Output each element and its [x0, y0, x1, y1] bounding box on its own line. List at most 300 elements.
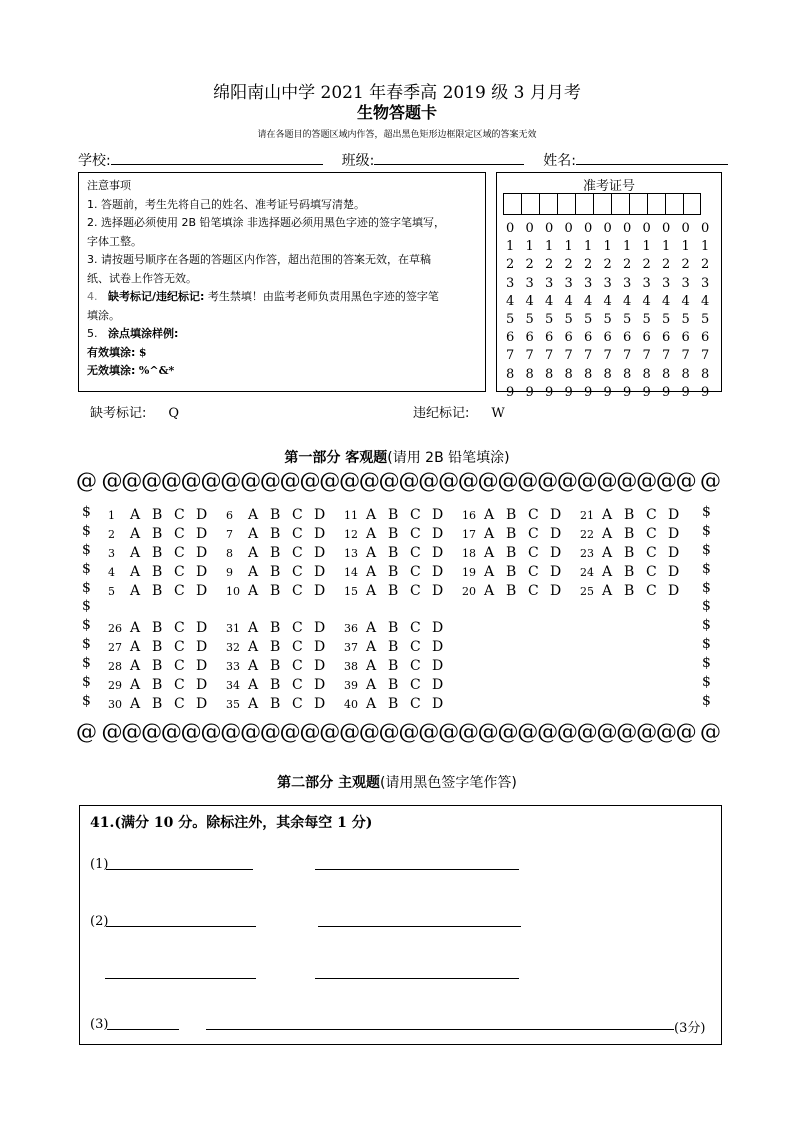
admission-digit-bubble[interactable]: 9 — [662, 384, 671, 400]
admission-digit-bubble[interactable]: 9 — [506, 384, 515, 400]
option-bubble-a[interactable]: A — [602, 507, 613, 523]
option-bubble-b[interactable]: B — [506, 544, 517, 561]
option-bubble-a[interactable]: A — [366, 638, 377, 655]
admission-digit-bubble[interactable]: 0 — [603, 221, 612, 236]
admission-digit-bubble[interactable]: 0 — [564, 221, 573, 236]
admission-digit-bubble[interactable]: 0 — [701, 221, 710, 236]
option-bubble-b[interactable]: B — [624, 525, 635, 542]
q41-part3-blank-a[interactable] — [107, 1029, 179, 1030]
option-bubble-b[interactable]: B — [270, 638, 281, 655]
admission-digit-bubble[interactable]: 0 — [681, 221, 690, 236]
option-bubble-a[interactable]: A — [366, 525, 377, 542]
option-bubble-c[interactable]: C — [174, 563, 185, 580]
option-bubble-a[interactable]: A — [366, 544, 377, 561]
admission-digit-bubble[interactable]: 6 — [623, 330, 632, 346]
option-bubble-a[interactable]: A — [484, 563, 495, 580]
option-bubble-b[interactable]: B — [388, 563, 399, 580]
option-bubble-d[interactable]: D — [432, 620, 444, 636]
option-bubble-d[interactable]: D — [668, 582, 680, 599]
option-bubble-a[interactable]: A — [248, 657, 259, 674]
admission-digit-bubble[interactable]: 3 — [662, 275, 671, 291]
option-bubble-a[interactable]: A — [248, 544, 259, 561]
admission-digit-bubble[interactable]: 1 — [662, 239, 671, 255]
option-bubble-d[interactable]: D — [196, 638, 208, 655]
option-bubble-b[interactable]: B — [152, 695, 163, 712]
question-number: 27 — [108, 640, 122, 654]
admission-digit-bubble[interactable]: 5 — [623, 311, 632, 327]
admission-digit-bubble[interactable]: 0 — [506, 221, 515, 236]
option-bubble-c[interactable]: C — [292, 563, 303, 580]
option-bubble-b[interactable]: B — [506, 507, 517, 523]
option-bubble-a[interactable]: A — [602, 525, 613, 542]
admission-digit-bubble[interactable]: 9 — [681, 384, 690, 400]
option-bubble-a[interactable]: A — [366, 582, 377, 599]
option-bubble-c[interactable]: C — [646, 525, 657, 542]
option-bubble-a[interactable]: A — [366, 695, 377, 712]
option-bubble-d[interactable]: D — [668, 544, 680, 561]
admission-digit-bubble[interactable]: 7 — [506, 348, 515, 364]
option-bubble-d[interactable]: D — [314, 544, 326, 561]
admission-digit-bubble[interactable]: 1 — [545, 239, 554, 255]
option-bubble-c[interactable]: C — [410, 582, 421, 599]
option-bubble-a[interactable]: A — [130, 676, 141, 693]
option-bubble-d[interactable]: D — [550, 525, 562, 542]
admission-digit-bubble[interactable]: 2 — [701, 257, 710, 273]
option-bubble-c[interactable]: C — [174, 525, 185, 542]
admission-digit-bubble[interactable]: 6 — [564, 330, 573, 346]
admission-number-cell[interactable] — [683, 193, 701, 215]
option-bubble-c[interactable]: C — [410, 563, 421, 580]
admission-digit-bubble[interactable]: 4 — [662, 293, 671, 309]
admission-number-cell[interactable] — [539, 193, 557, 215]
option-bubble-b[interactable]: B — [270, 657, 281, 674]
admission-number-cell[interactable] — [575, 193, 593, 215]
option-bubble-d[interactable]: D — [196, 563, 208, 580]
option-bubble-a[interactable]: A — [366, 507, 377, 523]
admission-digit-bubble[interactable]: 8 — [623, 366, 632, 382]
absent-mark-bubble[interactable]: Q — [168, 406, 180, 421]
option-bubble-d[interactable]: D — [432, 695, 444, 712]
admission-digit-bubble[interactable]: 2 — [564, 257, 573, 273]
option-bubble-b[interactable]: B — [152, 638, 163, 655]
admission-digit-bubble[interactable]: 2 — [681, 257, 690, 273]
option-bubble-d[interactable]: D — [314, 563, 326, 580]
admission-number-cell[interactable] — [665, 193, 683, 215]
admission-digit-bubble[interactable]: 3 — [681, 275, 690, 291]
option-bubble-c[interactable]: C — [174, 638, 185, 655]
admission-digit-bubble[interactable]: 5 — [642, 311, 651, 327]
admission-digit-bubble[interactable]: 2 — [623, 257, 632, 273]
q41-part2-blank-c[interactable] — [105, 978, 256, 979]
option-bubble-c[interactable]: C — [292, 695, 303, 712]
option-bubble-b[interactable]: B — [388, 582, 399, 599]
option-bubble-c[interactable]: C — [410, 544, 421, 561]
option-bubble-d[interactable]: D — [314, 657, 326, 674]
admission-digit-bubble[interactable]: 1 — [506, 239, 515, 255]
option-bubble-d[interactable]: D — [314, 507, 326, 523]
option-bubble-c[interactable]: C — [528, 582, 539, 599]
option-bubble-b[interactable]: B — [388, 544, 399, 561]
admission-digit-bubble[interactable]: 5 — [662, 311, 671, 327]
option-bubble-c[interactable]: C — [528, 507, 539, 523]
option-bubble-c[interactable]: C — [646, 563, 657, 580]
option-bubble-c[interactable]: C — [410, 695, 421, 712]
option-bubble-b[interactable]: B — [388, 638, 399, 655]
option-bubble-a[interactable]: A — [248, 525, 259, 542]
option-bubble-d[interactable]: D — [432, 544, 444, 561]
admission-digit-bubble[interactable]: 1 — [681, 239, 690, 255]
option-bubble-a[interactable]: A — [130, 544, 141, 561]
admission-digit-bubble[interactable]: 3 — [701, 275, 710, 291]
q41-part2-blank-b[interactable] — [318, 926, 521, 927]
option-bubble-c[interactable]: C — [174, 507, 185, 523]
option-bubble-b[interactable]: B — [152, 525, 163, 542]
option-bubble-b[interactable]: B — [624, 563, 635, 580]
admission-digit-bubble[interactable]: 4 — [623, 293, 632, 309]
option-bubble-c[interactable]: C — [410, 620, 421, 636]
admission-number-cell[interactable] — [593, 193, 611, 215]
option-bubble-c[interactable]: C — [292, 507, 303, 523]
option-bubble-a[interactable]: A — [484, 525, 495, 542]
option-bubble-b[interactable]: B — [270, 676, 281, 693]
admission-digit-bubble[interactable]: 7 — [642, 348, 651, 364]
option-bubble-a[interactable]: A — [130, 525, 141, 542]
admission-digit-bubble[interactable]: 1 — [642, 239, 651, 255]
admission-digit-bubble[interactable]: 2 — [525, 257, 534, 273]
q41-part1-blank-a[interactable] — [106, 869, 253, 870]
admission-number-cell[interactable] — [521, 193, 539, 215]
admission-digit-bubble[interactable]: 5 — [681, 311, 690, 327]
q41-part2-blank-a[interactable] — [106, 926, 256, 927]
question-number: 40 — [344, 697, 358, 711]
option-bubble-a[interactable]: A — [248, 563, 259, 580]
option-bubble-b[interactable]: B — [152, 676, 163, 693]
admission-digit-bubble[interactable]: 6 — [701, 330, 710, 346]
admission-digit-bubble[interactable]: 4 — [545, 293, 554, 309]
option-bubble-c[interactable]: C — [528, 525, 539, 542]
option-bubble-d[interactable]: D — [314, 620, 326, 636]
option-bubble-a[interactable]: A — [130, 620, 141, 636]
option-bubble-a[interactable]: A — [130, 582, 141, 599]
q41-part3-blank-b[interactable] — [206, 1029, 674, 1030]
option-bubble-c[interactable]: C — [292, 657, 303, 674]
admission-digit-bubble[interactable]: 8 — [701, 366, 710, 382]
admission-digit-bubble[interactable]: 2 — [642, 257, 651, 273]
option-bubble-b[interactable]: B — [152, 507, 163, 523]
option-bubble-b[interactable]: B — [388, 657, 399, 674]
option-bubble-c[interactable]: C — [174, 582, 185, 599]
admission-digit-bubble[interactable]: 4 — [506, 293, 515, 309]
admission-digit-bubble[interactable]: 4 — [525, 293, 534, 309]
option-bubble-a[interactable]: A — [484, 544, 495, 561]
option-bubble-a[interactable]: A — [602, 544, 613, 561]
option-bubble-b[interactable]: B — [270, 620, 281, 636]
option-bubble-a[interactable]: A — [248, 638, 259, 655]
option-bubble-a[interactable]: A — [130, 507, 141, 523]
admission-digit-bubble[interactable]: 1 — [603, 239, 612, 255]
admission-digit-bubble[interactable]: 6 — [681, 330, 690, 346]
admission-digit-bubble[interactable]: 5 — [564, 311, 573, 327]
admission-digit-bubble[interactable]: 9 — [564, 384, 573, 400]
admission-digit-bubble[interactable]: 8 — [584, 366, 593, 382]
admission-digit-bubble[interactable]: 2 — [603, 257, 612, 273]
admission-digit-bubble[interactable]: 2 — [545, 257, 554, 273]
option-bubble-a[interactable]: A — [366, 620, 377, 636]
option-bubble-b[interactable]: B — [270, 525, 281, 542]
option-bubble-b[interactable]: B — [388, 620, 399, 636]
admission-digit-bubble[interactable]: 4 — [584, 293, 593, 309]
admission-digit-bubble[interactable]: 5 — [506, 311, 515, 327]
option-bubble-d[interactable]: D — [196, 657, 208, 674]
option-bubble-c[interactable]: C — [528, 563, 539, 580]
option-bubble-a[interactable]: A — [484, 507, 495, 523]
option-bubble-d[interactable]: D — [668, 525, 680, 542]
admission-digit-bubble[interactable]: 3 — [506, 275, 515, 291]
admission-digit-bubble[interactable]: 9 — [623, 384, 632, 400]
option-bubble-c[interactable]: C — [174, 544, 185, 561]
admission-digit-bubble[interactable]: 5 — [701, 311, 710, 327]
option-bubble-b[interactable]: B — [388, 525, 399, 542]
admission-digit-bubble[interactable]: 0 — [584, 221, 593, 236]
option-bubble-a[interactable]: A — [366, 563, 377, 580]
admission-digit-bubble[interactable]: 2 — [584, 257, 593, 273]
admission-digit-bubble[interactable]: 3 — [584, 275, 593, 291]
admission-digit-bubble[interactable]: 0 — [662, 221, 671, 236]
admission-digit-bubble[interactable]: 9 — [525, 384, 534, 400]
option-bubble-c[interactable]: C — [646, 582, 657, 599]
admission-digit-bubble[interactable]: 7 — [681, 348, 690, 364]
admission-digit-bubble[interactable]: 5 — [545, 311, 554, 327]
admission-digit-bubble[interactable]: 9 — [642, 384, 651, 400]
admission-digit-bubble[interactable]: 4 — [642, 293, 651, 309]
option-bubble-a[interactable]: A — [484, 582, 495, 599]
option-bubble-a[interactable]: A — [366, 676, 377, 693]
option-bubble-a[interactable]: A — [248, 620, 259, 636]
admission-digit-bubble[interactable]: 6 — [506, 330, 515, 346]
admission-number-cell[interactable] — [629, 193, 647, 215]
question-number: 37 — [344, 640, 358, 654]
admission-digit-bubble[interactable]: 4 — [701, 293, 710, 309]
option-bubble-a[interactable]: A — [130, 657, 141, 674]
admission-digit-bubble[interactable]: 7 — [603, 348, 612, 364]
option-bubble-d[interactable]: D — [432, 582, 444, 599]
option-bubble-b[interactable]: B — [624, 582, 635, 599]
option-bubble-a[interactable]: A — [248, 676, 259, 693]
admission-digit-bubble[interactable]: 6 — [584, 330, 593, 346]
question-41-heading: 41.(满分 10 分。除标注外，其余每空 1 分) — [90, 815, 373, 831]
admission-digit-bubble[interactable]: 7 — [701, 348, 710, 364]
option-bubble-d[interactable]: D — [196, 507, 208, 523]
option-bubble-d[interactable]: D — [550, 507, 562, 523]
option-bubble-c[interactable]: C — [646, 507, 657, 523]
option-bubble-d[interactable]: D — [432, 638, 444, 655]
option-bubble-c[interactable]: C — [292, 544, 303, 561]
option-bubble-a[interactable]: A — [130, 695, 141, 712]
option-bubble-c[interactable]: C — [292, 620, 303, 636]
question-10 — [226, 580, 336, 599]
option-bubble-c[interactable]: C — [174, 657, 185, 674]
admission-digit-bubble[interactable]: 1 — [701, 239, 710, 255]
admission-digit-bubble[interactable]: 7 — [662, 348, 671, 364]
admission-digit-bubble[interactable]: 5 — [603, 311, 612, 327]
violation-mark-bubble[interactable]: W — [491, 406, 505, 421]
option-bubble-d[interactable]: D — [432, 525, 444, 542]
admission-digit-bubble[interactable]: 3 — [623, 275, 632, 291]
option-bubble-c[interactable]: C — [410, 525, 421, 542]
option-bubble-b[interactable]: B — [506, 582, 517, 599]
option-bubble-c[interactable]: C — [410, 507, 421, 523]
option-bubble-d[interactable]: D — [314, 582, 326, 599]
option-bubble-c[interactable]: C — [410, 638, 421, 655]
admission-digit-bubble[interactable]: 8 — [662, 366, 671, 382]
admission-digit-bubble[interactable]: 7 — [564, 348, 573, 364]
option-bubble-b[interactable]: B — [270, 563, 281, 580]
option-bubble-d[interactable]: D — [432, 676, 444, 693]
option-bubble-d[interactable]: D — [196, 695, 208, 712]
admission-digit-bubble[interactable]: 2 — [506, 257, 515, 273]
admission-digit-bubble[interactable]: 1 — [564, 239, 573, 255]
option-bubble-a[interactable]: A — [248, 695, 259, 712]
option-bubble-a[interactable]: A — [602, 563, 613, 580]
name-field[interactable] — [576, 152, 728, 165]
admission-digit-bubble[interactable]: 3 — [603, 275, 612, 291]
option-bubble-b[interactable]: B — [388, 676, 399, 693]
admission-digit-bubble[interactable]: 3 — [545, 275, 554, 291]
option-bubble-d[interactable]: D — [668, 507, 680, 523]
option-bubble-a[interactable]: A — [130, 638, 141, 655]
option-bubble-d[interactable]: D — [668, 563, 680, 580]
admission-digit-bubble[interactable]: 4 — [564, 293, 573, 309]
option-bubble-b[interactable]: B — [624, 507, 635, 523]
admission-digit-bubble[interactable]: 1 — [525, 239, 534, 255]
option-bubble-d[interactable]: D — [432, 507, 444, 523]
option-bubble-b[interactable]: B — [152, 544, 163, 561]
option-bubble-a[interactable]: A — [248, 507, 259, 523]
admission-digit-bubble[interactable]: 7 — [623, 348, 632, 364]
option-bubble-b[interactable]: B — [270, 507, 281, 523]
admission-digit-bubble[interactable]: 9 — [603, 384, 612, 400]
admission-digit-bubble[interactable]: 6 — [662, 330, 671, 346]
admission-digit-bubble[interactable]: 4 — [681, 293, 690, 309]
admission-digit-bubble[interactable]: 6 — [525, 330, 534, 346]
admission-digit-bubble[interactable]: 1 — [584, 239, 593, 255]
admission-digit-bubble[interactable]: 7 — [525, 348, 534, 364]
option-bubble-d[interactable]: D — [432, 657, 444, 674]
admission-digit-bubble[interactable]: 2 — [662, 257, 671, 273]
option-bubble-b[interactable]: B — [152, 620, 163, 636]
option-bubble-d[interactable]: D — [196, 544, 208, 561]
admission-digit-bubble[interactable]: 9 — [584, 384, 593, 400]
admission-number-cell[interactable] — [647, 193, 665, 215]
option-bubble-a[interactable]: A — [248, 582, 259, 599]
option-bubble-d[interactable]: D — [550, 544, 562, 561]
admission-digit-bubble[interactable]: 0 — [642, 221, 651, 236]
option-bubble-b[interactable]: B — [388, 695, 399, 712]
option-bubble-c[interactable]: C — [410, 676, 421, 693]
admission-digit-bubble[interactable]: 8 — [525, 366, 534, 382]
option-bubble-d[interactable]: D — [432, 563, 444, 580]
option-bubble-d[interactable]: D — [550, 563, 562, 580]
option-bubble-c[interactable]: C — [292, 525, 303, 542]
admission-digit-bubble[interactable]: 9 — [701, 384, 710, 400]
option-bubble-b[interactable]: B — [624, 544, 635, 561]
option-bubble-b[interactable]: B — [152, 563, 163, 580]
admission-digit-bubble[interactable]: 3 — [642, 275, 651, 291]
option-bubble-b[interactable]: B — [152, 657, 163, 674]
option-bubble-c[interactable]: C — [292, 638, 303, 655]
admission-digit-bubble[interactable]: 7 — [584, 348, 593, 364]
admission-digit-bubble[interactable]: 6 — [603, 330, 612, 346]
admission-digit-bubble[interactable]: 5 — [525, 311, 534, 327]
option-bubble-c[interactable]: C — [174, 695, 185, 712]
admission-digit-bubble[interactable]: 3 — [564, 275, 573, 291]
admission-digit-bubble[interactable]: 6 — [642, 330, 651, 346]
option-bubble-c[interactable]: C — [174, 620, 185, 636]
class-label: 班级: — [341, 153, 375, 169]
admission-digit-bubble[interactable]: 8 — [681, 366, 690, 382]
school-field[interactable] — [111, 152, 323, 165]
option-bubble-d[interactable]: D — [196, 525, 208, 542]
admission-number-cell[interactable] — [503, 193, 521, 215]
admission-number-cell[interactable] — [557, 193, 575, 215]
option-bubble-a[interactable]: A — [602, 582, 613, 599]
admission-digit-bubble[interactable]: 6 — [545, 330, 554, 346]
option-bubble-c[interactable]: C — [528, 544, 539, 561]
admission-digit-bubble[interactable]: 8 — [506, 366, 515, 382]
option-bubble-b[interactable]: B — [270, 695, 281, 712]
option-bubble-d[interactable]: D — [314, 676, 326, 693]
admission-digit-bubble[interactable]: 7 — [545, 348, 554, 364]
admission-digit-bubble[interactable]: 0 — [525, 221, 534, 236]
q41-part1-blank-b[interactable] — [315, 869, 519, 870]
option-bubble-a[interactable]: A — [366, 657, 377, 674]
admission-digit-bubble[interactable]: 9 — [545, 384, 554, 400]
option-bubble-d[interactable]: D — [196, 582, 208, 599]
option-bubble-b[interactable]: B — [270, 544, 281, 561]
option-bubble-c[interactable]: C — [292, 676, 303, 693]
option-bubble-d[interactable]: D — [550, 582, 562, 599]
option-bubble-b[interactable]: B — [388, 507, 399, 523]
q41-part2-blank-d[interactable] — [315, 978, 519, 979]
admission-digit-bubble[interactable]: 0 — [545, 221, 554, 236]
option-bubble-c[interactable]: C — [174, 676, 185, 693]
option-bubble-c[interactable]: C — [292, 582, 303, 599]
admission-digit-bubble[interactable]: 4 — [603, 293, 612, 309]
option-bubble-d[interactable]: D — [196, 676, 208, 693]
option-bubble-b[interactable]: B — [152, 582, 163, 599]
class-field[interactable] — [374, 152, 524, 165]
admission-digit-bubble[interactable]: 8 — [603, 366, 612, 382]
option-bubble-d[interactable]: D — [314, 695, 326, 712]
admission-digit-bubble[interactable]: 3 — [525, 275, 534, 291]
option-bubble-d[interactable]: D — [314, 638, 326, 655]
admission-number-cell[interactable] — [611, 193, 629, 215]
option-bubble-c[interactable]: C — [646, 544, 657, 561]
option-bubble-b[interactable]: B — [506, 563, 517, 580]
admission-digit-bubble[interactable]: 8 — [545, 366, 554, 382]
option-bubble-b[interactable]: B — [506, 525, 517, 542]
admission-digit-bubble[interactable]: 8 — [642, 366, 651, 382]
admission-digit-bubble[interactable]: 5 — [584, 311, 593, 327]
admission-digit-bubble[interactable]: 1 — [623, 239, 632, 255]
admission-digit-bubble[interactable]: 0 — [623, 221, 632, 236]
option-bubble-d[interactable]: D — [314, 525, 326, 542]
option-bubble-c[interactable]: C — [410, 657, 421, 674]
admission-digit-bubble[interactable]: 8 — [564, 366, 573, 382]
option-bubble-b[interactable]: B — [270, 582, 281, 599]
option-bubble-d[interactable]: D — [196, 620, 208, 636]
option-bubble-a[interactable]: A — [130, 563, 141, 580]
